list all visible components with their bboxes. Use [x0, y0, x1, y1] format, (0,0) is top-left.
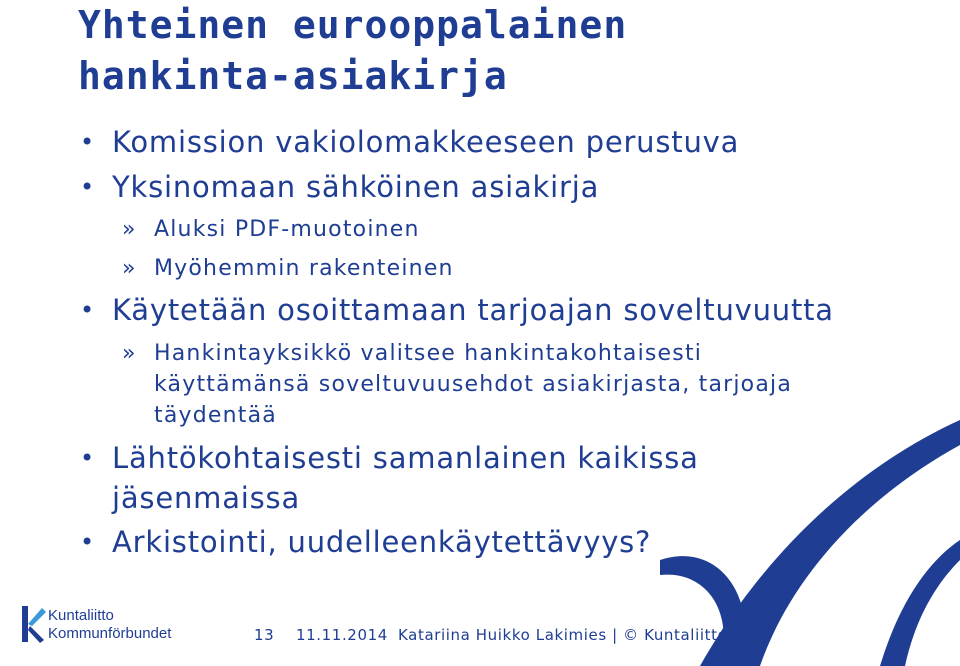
- bullet-icon: •: [80, 173, 95, 201]
- bullet-item: [80, 522, 652, 562]
- bullet-text: Arkistointi, uudelleenkäytettävyys?: [112, 525, 652, 559]
- sub-bullet-icon: »: [122, 256, 137, 281]
- bullet-icon: •: [80, 128, 95, 156]
- bullet-item: [80, 167, 600, 207]
- sub-bullet-icon: »: [122, 341, 137, 366]
- bullet-item: [80, 122, 740, 162]
- bullet-item: [80, 438, 699, 518]
- bullet-text: Yksinomaan sähköinen asiakirja: [112, 170, 600, 204]
- slide-title-line-2: hankinta-asiakirja: [78, 54, 508, 98]
- sub-bullet-item: [122, 338, 793, 431]
- bullet-text: Käytetään osoittamaan tarjoajan soveltuvuutta: [112, 293, 834, 327]
- sub-bullet-text-line-3: täydentää: [154, 403, 277, 428]
- slide-title: [78, 0, 627, 102]
- logo-name-fi: Kuntaliitto: [48, 607, 114, 624]
- sub-bullet-text: Aluksi PDF-muotoinen: [154, 217, 420, 242]
- sub-bullet-item: [122, 253, 454, 284]
- sub-bullet-text-line-2: käyttämänsä soveltuvuusehdot asiakirjasta, tarjoaja: [154, 372, 793, 397]
- slide-title-line-1: Yhteinen eurooppalainen: [78, 3, 628, 47]
- bullet-item: [80, 290, 834, 330]
- footer-author: Katariina Huikko Lakimies | © Kuntaliitto: [398, 626, 728, 644]
- slide-footer: [0, 626, 960, 650]
- bullet-icon: •: [80, 296, 95, 324]
- bullet-text-line-2: jäsenmaissa: [112, 481, 301, 515]
- sub-bullet-text: Myöhemmin rakenteinen: [154, 256, 454, 281]
- sub-bullet-icon: »: [122, 217, 137, 242]
- page-number: 13: [254, 626, 275, 644]
- sub-bullet-text-line-1: Hankintayksikkö valitsee hankintakohtaisesti: [154, 341, 703, 366]
- bullet-text-line-1: Lähtökohtaisesti samanlainen kaikissa: [112, 441, 699, 475]
- bullet-icon: •: [80, 444, 95, 472]
- footer-date: 11.11.2014: [296, 626, 388, 644]
- sub-bullet-item: [122, 214, 420, 245]
- logo-name-sv: Kommunförbundet: [48, 625, 172, 642]
- bullet-icon: •: [80, 528, 95, 556]
- bullet-text: Komission vakiolomakkeeseen perustuva: [112, 125, 740, 159]
